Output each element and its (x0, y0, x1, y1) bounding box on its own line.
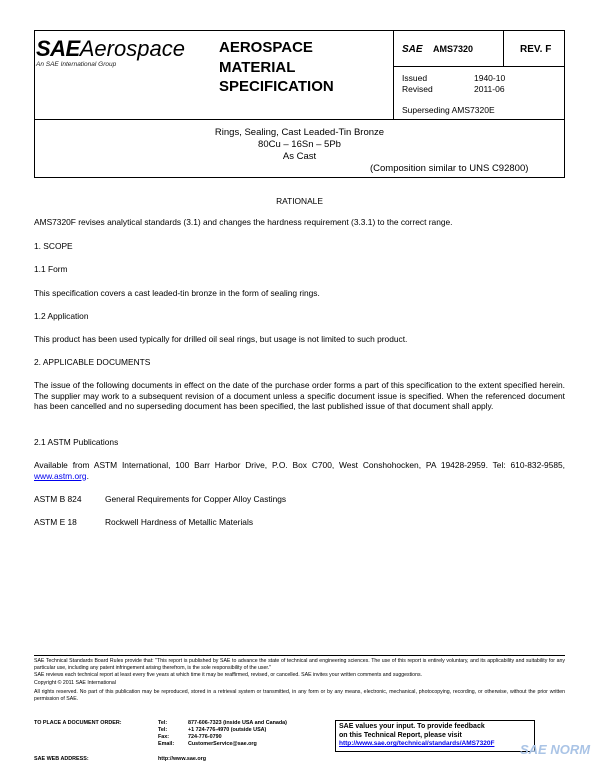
issued-label: Issued (402, 73, 428, 83)
tel-label: Tel: (158, 720, 168, 726)
footer-disclaimer: SAE Technical Standards Board Rules provide that: "This report is published by SAE to advance the state of technical and engineering sciences. The use of this report is entirely voluntary, and its applicability and suitability for any particular use, including any patent infringement arising therefrom, is the sole responsibility of the user." (34, 658, 565, 671)
title-line: AEROSPACE (219, 39, 313, 56)
footer-review-note: SAE reviews each technical report at least every five years at which time it may be reaffirmed, revised, or cancelled. SAE invites your written comments and suggestions. (34, 672, 422, 678)
document-number: AMS7320 (433, 44, 474, 54)
web-label: SAE WEB ADDRESS: (34, 756, 89, 762)
title-line: SPECIFICATION (219, 78, 334, 95)
section-heading: 2. APPLICABLE DOCUMENTS (34, 357, 151, 367)
rationale-text: AMS7320F revises analytical standards (3.1) and changes the hardness requirement (3.3.1) to the correct range. (34, 217, 453, 227)
watermark: SAE NORM (520, 742, 591, 757)
web-address[interactable]: http://www.sae.org (158, 756, 207, 762)
paragraph: This product has been used typically for drilled oil seal rings, but usage is not limited to such product. (34, 334, 408, 344)
subsection-heading: 2.1 ASTM Publications (34, 437, 119, 447)
email-value[interactable]: CustomerService@sae.org (188, 741, 257, 747)
sae-aerospace-logo (36, 38, 185, 60)
section-heading: 1. SCOPE (34, 241, 73, 251)
condition-line: As Cast (282, 151, 317, 162)
subsection-heading: 1.2 Application (34, 311, 89, 321)
astm-link[interactable]: www.astm.org (34, 470, 87, 481)
header-divider (393, 66, 565, 67)
revised-date: 2011-06 (474, 84, 505, 94)
astm-availability: Available from ASTM International, 100 Barr Harbor Drive, P.O. Box C700, West Conshohocken, PA 19428-2959. Tel: 610-832-9585, (34, 460, 565, 470)
feedback-line: SAE values your input. To provide feedback (339, 723, 485, 730)
paragraph: The issue of the following documents in effect on the date of the purchase order forms a part of this specification to the extent specified herein. The supplier may work to a subsequent revision of a document unless a specific document issue is specified. When the referenced document has been cancelled and no superseding document has been specified, the last published issue of that document shall apply. (34, 380, 565, 411)
issued-date: 1940-10 (474, 73, 506, 83)
footer-rights: All rights reserved. No part of this publication may be reproduced, stored in a retrieval system or transmitted, in any form or by any means, electronic, mechanical, photocopying, recording, or otherwise, without the prior written permission of SAE. (34, 689, 565, 702)
superseding-note: Superseding AMS7320E (402, 105, 495, 115)
logo-sae-text: SAE (36, 36, 80, 61)
composition-line: 80Cu – 16Sn – 5Pb (258, 139, 341, 150)
feedback-link[interactable]: http://www.sae.org/technical/standards/AMS7320F (339, 740, 495, 747)
document-type-title (219, 38, 334, 97)
title-line: MATERIAL (219, 58, 296, 76)
logo-aerospace-text: Aerospace (79, 36, 185, 61)
sae-small-logo: SAE (402, 44, 423, 55)
footer-rule (34, 655, 565, 656)
tel2-value: +1 724-776-4970 (outside USA) (188, 727, 267, 733)
reference-title: Rockwell Hardness of Metallic Materials (105, 517, 254, 527)
logo-subtitle: An SAE International Group (36, 61, 117, 68)
uns-note: (Composition similar to UNS C92800) (370, 163, 529, 174)
reference-id: ASTM B 824 (34, 494, 82, 504)
rationale-heading: RATIONALE (276, 196, 323, 206)
material-title: Rings, Sealing, Cast Leaded-Tin Bronze (214, 127, 385, 138)
feedback-line: on this Technical Report, please visit (339, 731, 462, 739)
revision-label: REV. F (520, 44, 552, 55)
email-label: Email: (158, 741, 175, 747)
subsection-heading: 1.1 Form (34, 264, 68, 274)
header-divider (503, 30, 504, 66)
footer-copyright: Copyright © 2011 SAE International (34, 680, 116, 686)
period: . (86, 470, 89, 481)
paragraph: This specification covers a cast leaded-tin bronze in the form of sealing rings. (34, 288, 320, 298)
fax-label: Fax: (158, 734, 170, 740)
header-divider (393, 30, 394, 120)
fax-value: 724-776-0790 (188, 734, 222, 740)
revised-label: Revised (402, 84, 433, 94)
reference-id: ASTM E 18 (34, 517, 77, 527)
tel2-label: Tel: (158, 727, 168, 733)
reference-title: General Requirements for Copper Alloy Castings (105, 494, 287, 504)
paragraph (34, 460, 565, 481)
tel-value: 877-606-7323 (inside USA and Canada) (188, 720, 287, 726)
order-label: TO PLACE A DOCUMENT ORDER: (34, 720, 122, 726)
feedback-box (335, 720, 535, 752)
